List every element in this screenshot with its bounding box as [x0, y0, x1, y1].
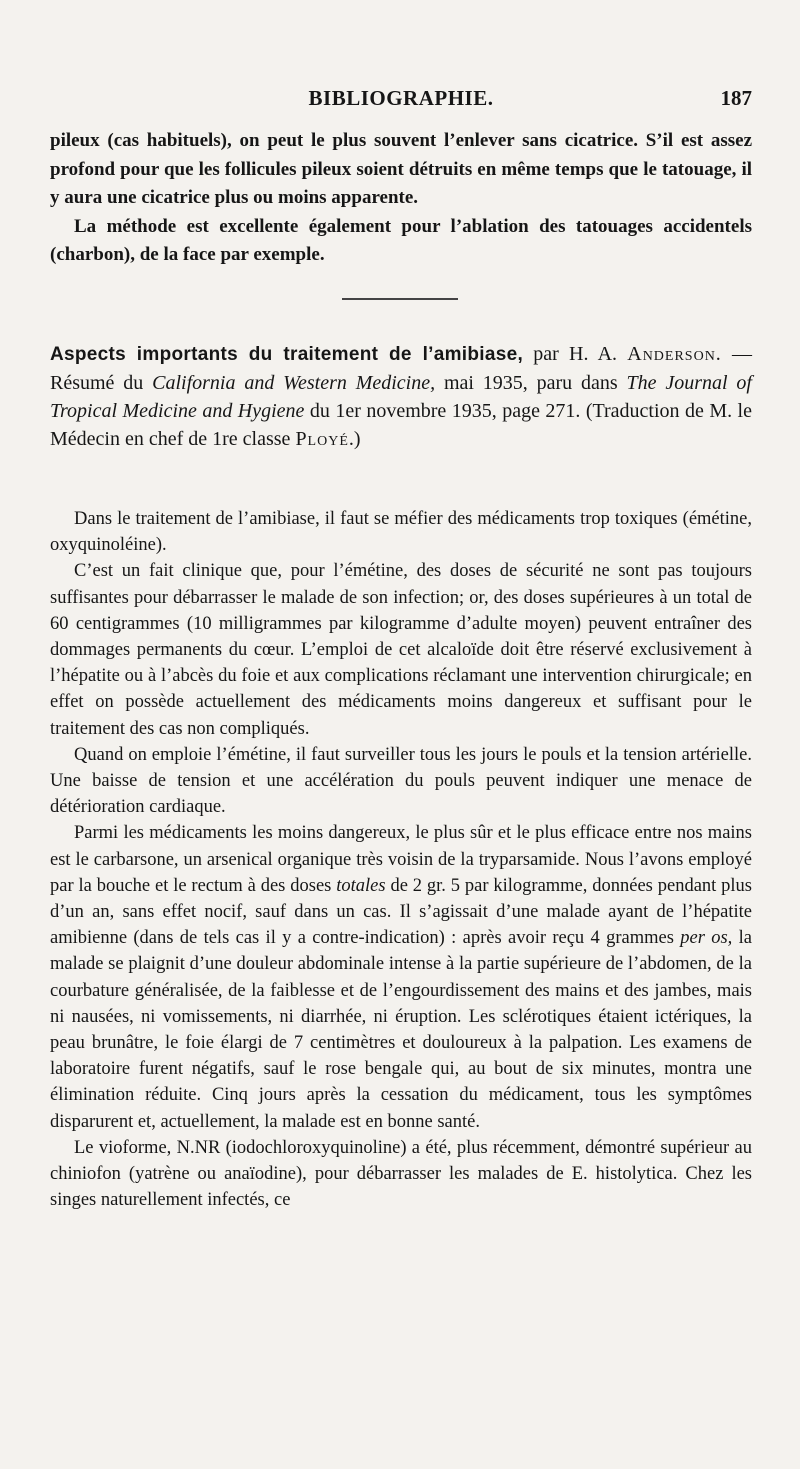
paragraph: Dans le traitement de l’amibiase, il faut se méfier des médicaments trop toxiques (émétine, oxyquinoléine).	[50, 509, 752, 556]
paragraph-middle: de 2 gr. 5 par kilogramme, données pendant plus d’un an, sans effet nocif, sauf dans un cas. Il s’agissait d’une malade ayant de l’hépatite amibienne (dans de tels cas il y a contre-indication) : après avoir reçu 4 grammes	[50, 875, 753, 949]
continuation-paragraph: pileux (cas habituels), on peut le plus souvent l’enlever sans cicatrice. S’il est assez profond pour que les follicules pileux soient détruits en même temps que le tatouage, il y aura une cicatrice plus ou moins apparente.	[50, 130, 752, 209]
source-date: mai 1935, paru dans	[443, 372, 618, 394]
paragraph-start: Parmi les médicaments les moins dangereux, le plus sûr et le plus efficace entre nos mains est le carbarsone, un arsenical organique très voisin de la tryparsamide. Nous l’avons employé par la bouche et le rectum à des doses	[50, 823, 752, 896]
author-initials: H. A.	[569, 343, 618, 365]
running-title: BIBLIOGRAPHIE.	[308, 86, 494, 110]
summary-of: Résumé du	[50, 372, 144, 394]
author-name: Anderson.	[627, 343, 722, 365]
article-body	[50, 506, 752, 1213]
section-divider	[342, 298, 458, 300]
paragraph: Quand on emploie l’émétine, il faut surveiller tous les jours le pouls et la tension artérielle. Une baisse de tension et une accélération du pouls peuvent indiquer une menace de détérioration cardiaque.	[50, 744, 752, 818]
closing-paren: .)	[348, 428, 361, 450]
page-number: 187	[720, 86, 752, 110]
paragraph: C’est un fait clinique que, pour l’émétine, des doses de sécurité ne sont pas toujours suffisantes pour débarrasser le malade de son infection; or, des doses supérieures à un total de 60 centigrammes (10 milligrammes par kilogramme d’adulte moyen) peuvent entraîner des dommages permanents du cœur. L’emploi de cet alcaloïde doit être réservé exclusivement à l’hépatite ou à l’abcès du foie et aux complications réclamant une intervention chirurgicale; en effet on possède actuellement des médicaments moins dangereux et suffisant pour le traitement des cas non compliqués.	[50, 561, 752, 739]
article-heading	[50, 340, 752, 453]
paragraph: Le vioforme, N.NR (iodochloroxyquinoline) a été, plus récemment, démontré supérieur au chiniofon (yatrène ou anaïodine), pour débarrasser les malades de E. histolytica. Chez les singes naturellement infectés, ce	[50, 1137, 752, 1211]
continuation-paragraph-2: La méthode est excellente également pour l’ablation des tatouages accidentels (charbon), de la face par exemple.	[50, 215, 752, 266]
target-date: du 1er novembre 1935, page 271. (Traduction de M. le Médecin en chef de 1re classe	[50, 400, 752, 450]
paragraph	[50, 820, 752, 1134]
translator-name: Ployé	[295, 428, 349, 450]
source-journal: California and Western Medicine,	[152, 372, 436, 394]
italic-per-os: per os,	[680, 928, 733, 949]
target-journal: The Journal of Tropical Medicine and Hygiene	[50, 372, 752, 422]
dash: —	[732, 343, 753, 365]
article-title: Aspects importants du traitement de l’amibiase,	[50, 344, 524, 365]
italic-totales: totales	[336, 875, 386, 896]
paragraph-end: la malade se plaignit d’une douleur abdominale intense à la partie supérieure de l’abdomen, de la courbature généralisée, de la faiblesse et de l’engourdissement des mains et des jambes, mais ni nausées, ni vomissements, ni diarrhée, ni éruption. Les sclérotiques étaient ictériques, la peau brunâtre, le foie élargi de 7 centimètres et douloureux à la palpation. Les examens de laboratoire furent négatifs, sauf le rose bengale qui, au bout de six minutes, montra une élimination réduite. Cinq jours après la cessation du médicament, tous les symptômes disparurent et, actuellement, la malade est en bonne santé.	[50, 928, 753, 1132]
continuation-text	[50, 127, 752, 270]
article-by: par	[533, 343, 559, 365]
running-header	[50, 86, 752, 116]
